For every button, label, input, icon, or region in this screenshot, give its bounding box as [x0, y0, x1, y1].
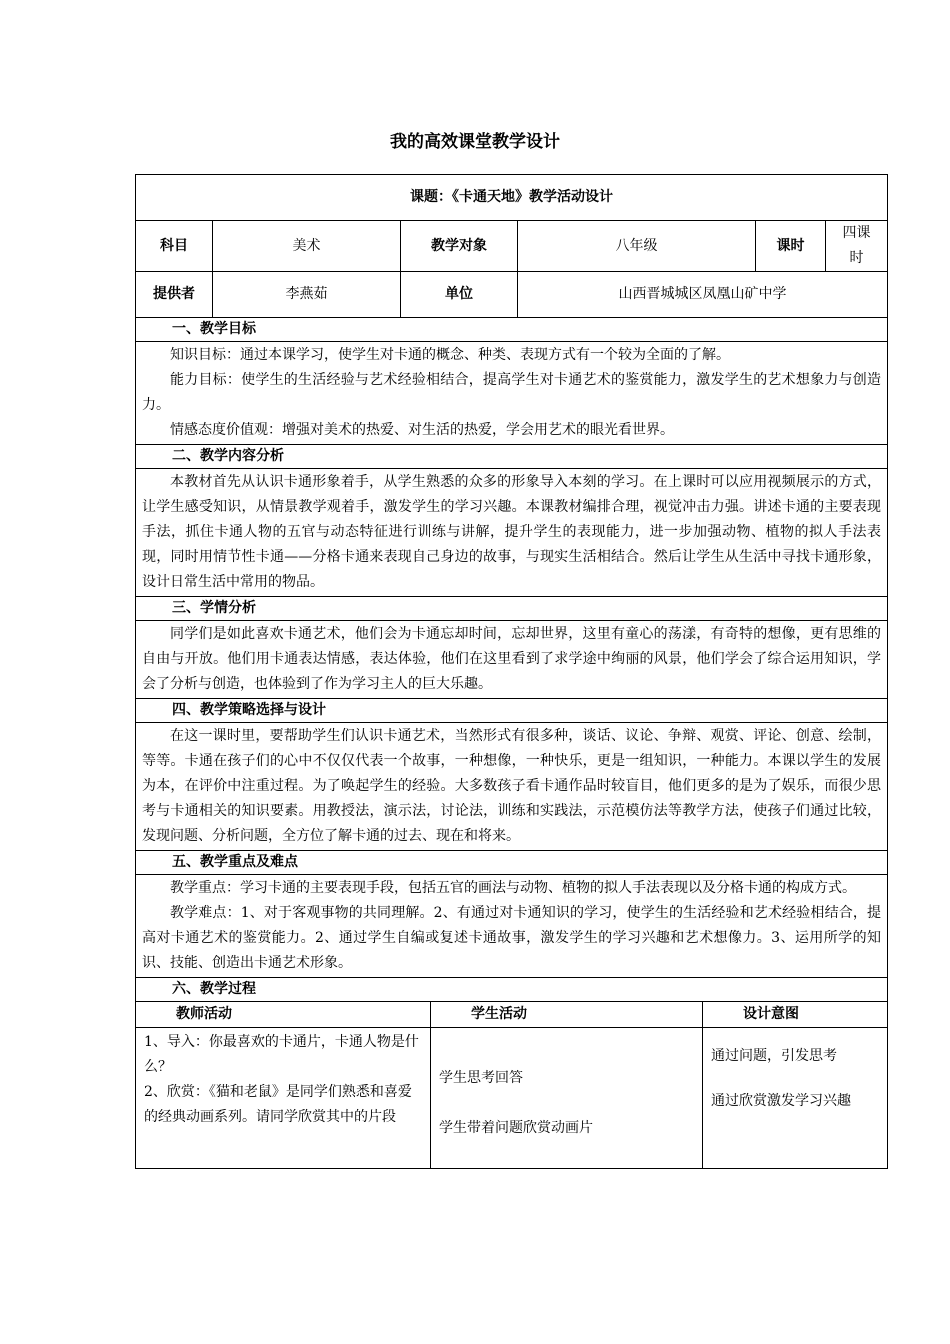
paragraph: 在这一课时里，要帮助学生们认识卡通艺术，当然形式有很多种，谈话、议论、争辩、观赏、评论、创意、绘制，等等。卡通在孩子们的心中不仅仅代表一个故事，一种想像，一种快乐，更是一组知识，一种能力。本课以学生的发展为本，在评价中注重过程。为了唤起学生的经验。大多数孩子看卡通作品时较盲目，他们更多的是为了娱乐，而很少思考与卡通相关的知识要素。用教授法，演示法，讨论法，训练和实践法，示范模仿法等教学方法，使孩子们通过比较，发现问题、分析问题，全方位了解卡通的过去、现在和将来。	[142, 728, 881, 844]
student-activity-item: 学生思考回答	[439, 1070, 523, 1086]
subject-value: 美术	[213, 221, 401, 272]
paragraph: 知识目标：通过本课学习，使学生对卡通的概念、种类、表现方式有一个较为全面的了解。	[170, 347, 730, 363]
paragraph: 教学难点：1、对于客观事物的共同理解。2、有通过对卡通知识的学习，使学生的生活经验和艺术经验相结合，提高对卡通艺术的鉴赏能力。2、通过学生自编或复述卡通故事，激发学生的学习兴趣和艺术想像力。3、运用所学的知识、技能、创造出卡通艺术形象。	[142, 905, 881, 971]
course-title: 课题：《卡通天地》教学活动设计	[136, 175, 888, 221]
section-heading: 三、学情分析	[136, 597, 888, 621]
section-body	[136, 621, 888, 699]
hours-value: 四课时	[826, 221, 888, 272]
design-intent-item: 通过问题，引发思考	[711, 1048, 837, 1064]
lesson-plan-sheet	[135, 174, 887, 1169]
section-heading: 五、教学重点及难点	[136, 851, 888, 875]
paragraph: 本教材首先从认识卡通形象着手，从学生熟悉的众多的形象导入本刻的学习。在上课时可以应用视频展示的方式，让学生感受知识，从情景教学观着手，激发学生的学习兴趣。本课教材编排合理，视觉冲击力强。讲述卡通的主要表现手法，抓住卡通人物的五官与动态特征进行训练与讲解，提升学生的表现能力，进一步加强动物、植物的拟人手法表现，同时用情节性卡通——分格卡通来表现自己身边的故事，与现实生活相结合。然后让学生从生活中寻找卡通形象，设计日常生活中常用的物品。	[142, 474, 881, 590]
process-header-teacher: 教师活动	[136, 1002, 431, 1028]
provider-value: 李燕茹	[213, 272, 401, 318]
student-activity-cell	[431, 1028, 703, 1169]
hours-label: 课时	[756, 221, 826, 272]
unit-value: 山西晋城城区凤凰山矿中学	[518, 272, 888, 318]
info-table	[135, 174, 888, 1002]
paragraph: 教学重点：学习卡通的主要表现手段，包括五官的画法与动物、植物的拟人手法表现以及分格卡通的构成方式。	[170, 880, 856, 896]
section-body	[136, 875, 888, 978]
unit-label: 单位	[401, 272, 518, 318]
section-heading: 四、教学策略选择与设计	[136, 699, 888, 723]
teacher-activity-item: 1、导入：你最喜欢的卡通片，卡通人物是什么？	[144, 1034, 419, 1075]
paragraph: 能力目标：使学生的生活经验与艺术经验相结合，提高学生对卡通艺术的鉴赏能力，激发学生的艺术想象力与创造力。	[142, 372, 881, 413]
teacher-activity-item: 2、欣赏：《猫和老鼠》是同学们熟悉和喜爱的经典动画系列。请同学欣赏其中的片段	[144, 1084, 412, 1125]
section-heading: 一、教学目标	[136, 318, 888, 342]
paragraph: 情感态度价值观：增强对美术的热爱、对生活的热爱，学会用艺术的眼光看世界。	[170, 422, 674, 438]
section-body	[136, 723, 888, 851]
page-title: 我的高效课堂教学设计	[390, 132, 560, 152]
provider-label: 提供者	[136, 272, 213, 318]
student-activity-item: 学生带着问题欣赏动画片	[439, 1120, 593, 1136]
section-heading: 六、教学过程	[136, 978, 888, 1002]
target-value: 八年级	[518, 221, 756, 272]
design-intent-cell	[703, 1028, 888, 1169]
section-body	[136, 342, 888, 445]
teacher-activity-cell	[136, 1028, 431, 1169]
process-table	[135, 1001, 888, 1169]
section-heading: 二、教学内容分析	[136, 445, 888, 469]
subject-label: 科目	[136, 221, 213, 272]
paragraph: 同学们是如此喜欢卡通艺术，他们会为卡通忘却时间，忘却世界，这里有童心的荡漾，有奇特的想像，更有思维的自由与开放。他们用卡通表达情感，表达体验，他们在这里看到了求学途中绚丽的风景，他们学会了综合运用知识，学会了分析与创造，也体验到了作为学习主人的巨大乐趣。	[142, 626, 881, 692]
process-header-intent: 设计意图	[703, 1002, 888, 1028]
process-header-student: 学生活动	[431, 1002, 703, 1028]
target-label: 教学对象	[401, 221, 518, 272]
design-intent-item: 通过欣赏激发学习兴趣	[711, 1093, 851, 1109]
section-body	[136, 469, 888, 597]
